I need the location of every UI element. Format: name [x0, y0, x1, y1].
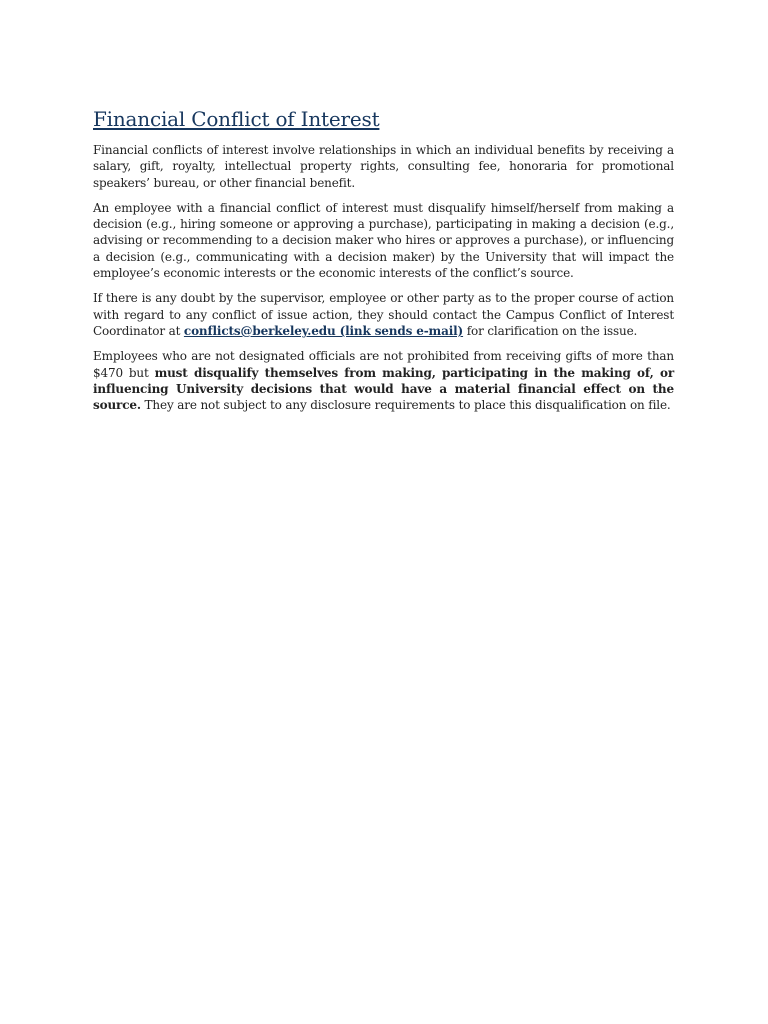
paragraph-gifts-text-after: They are not subject to any disclosure requirements to place this disqualification on file.	[140, 398, 671, 413]
paragraph-gifts	[93, 348, 674, 413]
conflicts-email-link[interactable]: conflicts@berkeley.edu (link sends e-mail)	[183, 323, 464, 338]
paragraph-contact-text-after: for clarification on the issue.	[463, 323, 638, 338]
paragraph-disqualification: An employee with a financial conflict of interest must disqualify himself/herself from making a decision (e.g., hiring someone or approving a purchase), participating in making a decision (e.g., advising or recommending to a decision maker who hires or approves a purchase), or influencing a decision (e.g., communicating with a decision maker) by the University that will impact the employee’s economic interests or the economic interests of the conflict’s source.	[93, 200, 674, 281]
page-title: Financial Conflict of Interest	[93, 107, 380, 131]
paragraph-contact	[93, 290, 674, 339]
paragraph-gifts-emphasis: must disqualify themselves from making, participating in the making of, or influencing University decisions that would have a material financial effect on the source.	[93, 365, 674, 413]
paragraph-definition: Financial conflicts of interest involve relationships in which an individual benefits by receiving a salary, gift, royalty, intellectual property rights, consulting fee, honoraria for promotional speakers’ bureau, or other financial benefit.	[93, 143, 674, 190]
paragraph-contact-text-before: If there is any doubt by the supervisor, employee or other party as to the proper course of action with regard to any conflict of issue action, they should contact the Campus Conflict of Interest Coordinator at	[93, 291, 674, 338]
paragraph-gifts-text-before: Employees who are not designated officials are not prohibited from receiving gifts of more than $470 but	[93, 349, 674, 380]
document-body	[93, 106, 674, 422]
